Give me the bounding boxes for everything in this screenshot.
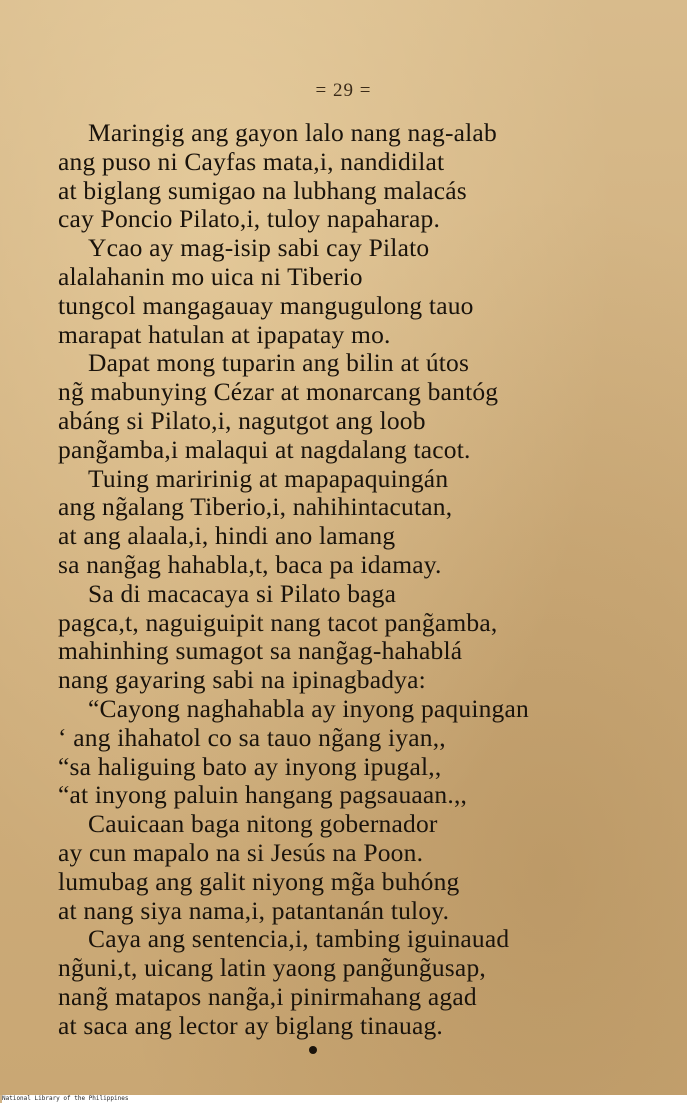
text-line: cay Poncio Pilato,i, tuloy napaharap. [58,204,441,234]
text-line: Dapat mong tuparin ang bilin at útos [88,348,470,378]
text-line: at ang alaala,i, hindi ano lamang [58,521,396,551]
text-line: ang ng̃alang Tiberio,i, nahihintacutan, [58,492,453,522]
text-line: Cauicaan baga nitong gobernador [88,809,438,839]
text-line: ay cun mapalo na si Jesús na Poon. [58,837,424,867]
text-line: Caya ang sentencia,i, tambing iguinauad [88,924,510,954]
text-line: ang puso ni Cayfas mata,i, nandidilat [58,146,445,176]
text-line: alalahanin mo uica ni Tiberio [58,261,363,291]
text-line: lumubag ang galit niyong mg̃a buhóng [58,866,460,896]
text-line: at saca ang lector ay biglang tinauag. [58,1010,443,1040]
text-line: at nang siya nama,i, patantanán tuloy. [58,895,450,925]
text-line: pang̃amba,i malaqui at nagdalang tacot. [58,434,471,464]
text-line: ng̃ mabunying Cézar at monarcang bantóg [58,377,499,407]
text-line: nang gayaring sabi na ipinagbadya: [58,665,426,695]
text-line: Tuing maririnig at mapapaquingán [88,463,449,493]
text-line: ng̃uni,t, uicang latin yaong pang̃ung̃usap, [58,953,486,983]
text-line: Ycao ay mag-isip sabi cay Pilato [88,233,430,263]
page-number: = 29 = [315,80,372,101]
poem-text [58,119,668,1041]
text-line: “at inyong paluin hangang pagsauaan.,, [58,780,468,810]
text-line: abáng si Pilato,i, nagutgot ang loob [58,405,426,435]
text-line: tungcol mangagauay mangugulong tauo [58,290,474,320]
text-line: “sa haliguing bato ay inyong ipugal,, [58,751,442,781]
text-line: mahinhing sumagot sa nang̃ag-hahablá [58,636,463,666]
text-line: ‘ ang ihahatol co sa tauo ng̃ang iyan,, [58,722,446,752]
bullet-ornament [309,1046,317,1054]
text-line: marapat hatulan at ipapatay mo. [58,319,391,349]
text-line: “Cayong naghahabla ay inyong paquingan [88,693,529,723]
text-line: Sa di macacaya si Pilato baga [88,578,397,608]
text-line: nang̃ matapos nang̃a,i pinirmahang agad [58,981,477,1011]
text-line: at biglang sumigao na lubhang malacás [58,175,467,205]
library-credit: National Library of the Philippines [2,1095,687,1103]
text-line: pagca,t, naguiguipit nang tacot pang̃amba, [58,607,498,637]
text-line: sa nang̃ag hahabla,t, baca pa idamay. [58,549,442,579]
text-line: Maringig ang gayon lalo nang nag-alab [88,118,497,147]
